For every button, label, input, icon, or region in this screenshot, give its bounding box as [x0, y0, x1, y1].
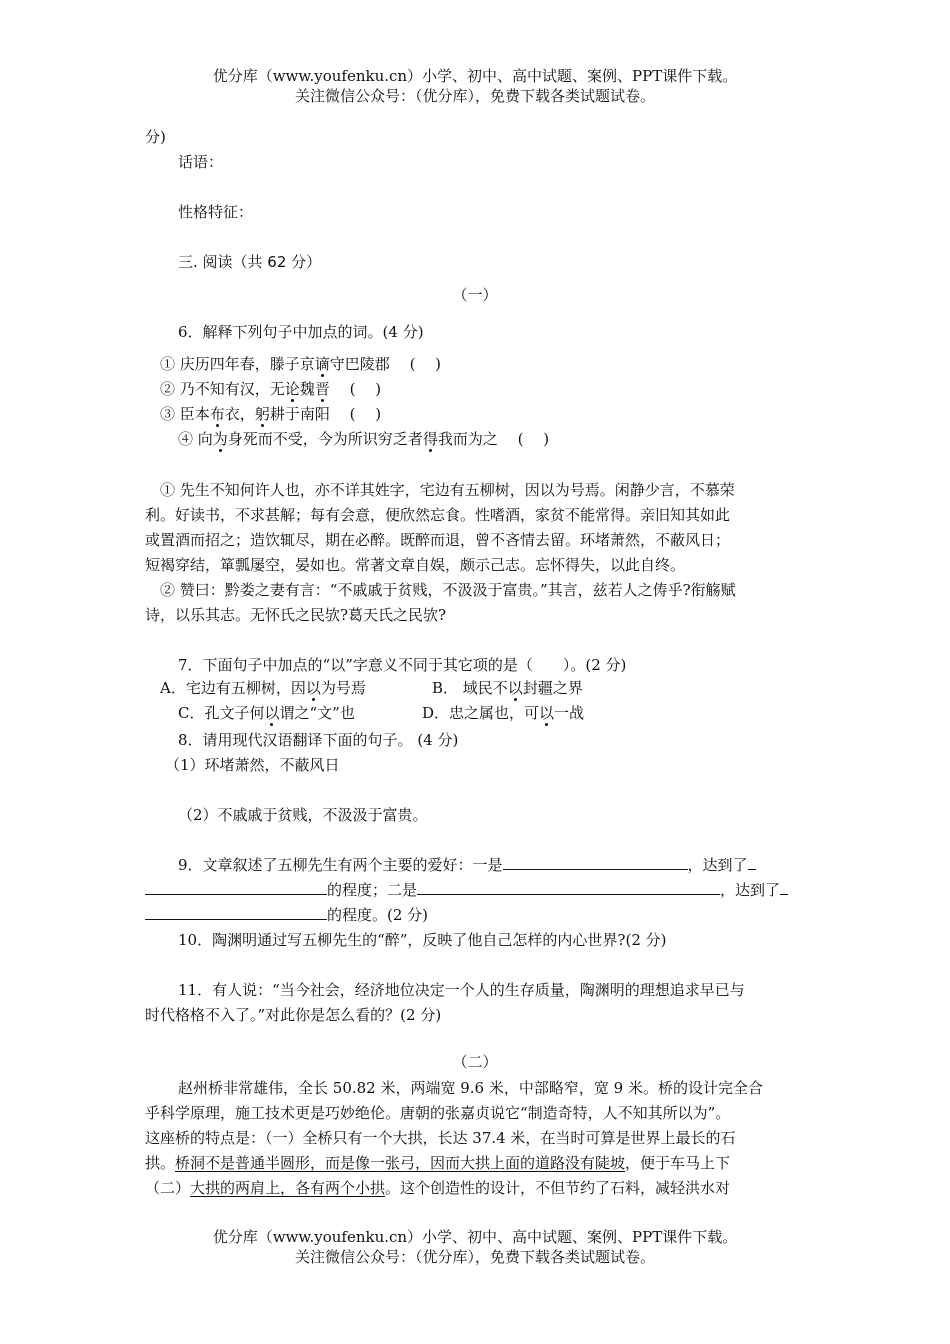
q6-item-2-dotted-1: 论: [284, 380, 300, 398]
part-one-title: （一）: [452, 286, 498, 304]
q6-item-3-post: 于南阳 ( ): [284, 405, 382, 423]
q9-blank-2b[interactable]: [145, 880, 327, 895]
q9-blank-3[interactable]: [417, 880, 720, 895]
q7-stem: 7．下面句子中加点的“以”字意义不同于其它项的是（ ）。(2 分): [178, 656, 627, 674]
q7-b-dotted: 以: [507, 679, 523, 697]
q6-item-4: [178, 429, 549, 449]
q7-c-post: 谓之“文”也: [279, 704, 355, 722]
score-fragment: 分): [145, 128, 166, 146]
q7-a-pre: A．宅边有五柳树，因: [160, 679, 306, 697]
header-line-2: 关注微信公众号：（优分库），免费下载各类试题试卷。: [294, 87, 655, 105]
q9-line-1-text-b: ，达到了: [687, 856, 748, 874]
section-three-title: 三. 阅读（共 62 分）: [178, 253, 322, 271]
q6-item-1-post: 守巴陵郡 ( ): [329, 355, 442, 373]
part2-line-5-underlined: 大拱的两肩上，各有两个小拱: [190, 1179, 386, 1197]
part2-line-3: 这座桥的特点是：（一）全桥只有一个大拱，长达 37.4 米，在当时可算是世界上最长的石: [145, 1129, 736, 1147]
q6-stem: 6．解释下列句子中加点的词。(4 分): [178, 323, 424, 341]
q6-item-4-dotted-1: 为: [212, 430, 228, 448]
q8-sentence-2: （2）不戚戚于贫贱，不汲汲于富贵。: [178, 806, 428, 824]
q6-item-4-dotted-2: 得: [422, 430, 438, 448]
q7-option-c: [178, 703, 355, 723]
part2-line-4: [145, 1153, 730, 1173]
q6-item-3-pre: ③ 臣本: [160, 405, 210, 423]
q8-stem: 8．请用现代汉语翻译下面的句子。 (4 分): [178, 731, 459, 749]
xingge-label: 性格特征：: [178, 203, 254, 221]
passage1-line-2: 利。好读书，不求甚解；每有会意，便欣然忘食。性嗜酒，家贫不能常得。亲旧知其如此: [145, 506, 731, 524]
q7-b-pre: B． 域民不: [432, 679, 508, 697]
passage1-line-5: ② 赞曰：黔娄之妻有言：“不戚戚于贫贱，不汲汲于富贵。”其言，兹若人之俦乎?衔觞赋: [160, 581, 736, 599]
part2-line-4-underlined: 桥洞不是普通半圆形，而是像一张弓，因而大拱上面的道路没有陡坡: [175, 1154, 626, 1172]
q7-b-post: 封疆之界: [522, 679, 583, 697]
q7-option-d: [422, 703, 584, 723]
q6-item-3: [160, 404, 381, 424]
part2-line-4-a: 拱。: [145, 1154, 176, 1172]
footer-line-2: 关注微信公众号：（优分库），免费下载各类试题试卷。: [294, 1248, 655, 1266]
q7-a-post: 为号焉: [320, 679, 366, 697]
part2-line-1: 赵州桥非常雄伟，全长 50.82 米，两端宽 9.6 米，中部略窄，宽 9 米。桥的设计完全合: [178, 1079, 763, 1097]
q9-blank-4a[interactable]: [780, 880, 788, 895]
passage1-line-4: 短褐穿结，箪瓢屡空，晏如也。常著文章自娱，颇示己志。忘怀得失，以此自终。: [145, 556, 686, 574]
q6-item-4-post: 我而为之 ( ): [437, 430, 550, 448]
q6-item-2-post: ( ): [329, 380, 382, 398]
q7-d-dotted: 以: [539, 704, 555, 722]
part2-line-5-a: （二）: [145, 1179, 191, 1197]
q9-line-1: [178, 855, 756, 875]
passage1-line-1: ① 先生不知何许人也，亦不详其姓字，宅边有五柳树，因以为号焉。闲静少言，不慕荣: [160, 481, 735, 499]
q6-item-3-mid: 衣，: [224, 405, 255, 423]
q7-option-b: [432, 678, 583, 698]
passage1-line-3: 或置酒而招之；造饮辄尽，期在必醉。既醉而退，曾不吝情去留。环堵萧然，不蔽风日；: [145, 531, 731, 549]
q9-blank-2a[interactable]: [748, 855, 756, 870]
q7-d-post: 一战: [554, 704, 585, 722]
q6-item-2-pre: ② 乃不知有汉，无: [160, 380, 285, 398]
q10-text: 10．陶渊明通过写五柳先生的“醉”，反映了他自己怎样的内心世界?(2 分): [178, 931, 667, 949]
q9-blank-4b[interactable]: [145, 905, 327, 920]
q11-line-2: 时代格格不入了。”对此你是怎么看的？(2 分): [145, 1006, 442, 1024]
q9-line-3: [145, 905, 428, 925]
q7-a-dotted: 以: [305, 679, 321, 697]
q6-item-4-mid: 身死而不受，今为所识穷乏者: [227, 430, 423, 448]
q9-line-3-text-a: 的程度。(2 分): [327, 906, 429, 924]
q7-option-a: [160, 678, 366, 698]
q9-blank-1[interactable]: [503, 855, 688, 870]
part2-line-5: [145, 1178, 730, 1198]
q6-item-2-dotted-2: 晋: [314, 380, 330, 398]
q8-sentence-1: （1）环堵萧然，不蔽风日: [165, 756, 340, 774]
q7-c-pre: C．孔文子何: [178, 704, 265, 722]
q6-item-1-dotted: 谪: [314, 355, 330, 373]
huayu-label: 话语：: [178, 153, 224, 171]
part-two-title: （二）: [452, 1053, 498, 1071]
passage1-line-6: 诗，以乐其志。无怀氏之民欤?葛天氏之民欤?: [145, 606, 447, 624]
q7-c-dotted: 以: [264, 704, 280, 722]
header-line-1: 优分库（www.youfenku.cn）小学、初中、高中试题、案例、PPT课件下载。: [212, 67, 738, 85]
footer-line-1: 优分库（www.youfenku.cn）小学、初中、高中试题、案例、PPT课件下载。: [212, 1228, 738, 1246]
q9-line-2: [145, 880, 788, 900]
part2-line-5-b: 。这个创造性的设计，不但节约了石料，减轻洪水对: [385, 1179, 731, 1197]
q6-item-3-dotted-2: 躬: [254, 405, 270, 423]
q9-line-2-text-b: ，达到了: [720, 881, 781, 899]
q6-item-3-dotted-1: 布: [209, 405, 225, 423]
q9-line-2-text-a: 的程度；二是: [327, 881, 418, 899]
q6-item-1-pre: ① 庆历四年春，滕子京: [160, 355, 315, 373]
part2-line-4-b: ，便于车马上下: [625, 1154, 731, 1172]
q6-item-1: [160, 354, 441, 374]
q6-item-4-pre: ④ 向: [178, 430, 213, 448]
q11-line-1: 11．有人说：“当今社会，经济地位决定一个人的生存质量，陶渊明的理想追求早已与: [178, 981, 745, 999]
q6-item-2-mid: 魏: [299, 380, 315, 398]
q6-item-2: [160, 379, 381, 399]
part2-line-2: 乎科学原理，施工技术更是巧妙绝伦。唐朝的张嘉贞说它“制造奇特，人不知其所以为”。: [145, 1104, 731, 1122]
q6-item-3-c: 耕: [269, 405, 285, 423]
q7-d-pre: D．忠之属也，可: [422, 704, 540, 722]
q9-line-1-text-a: 9．文章叙述了五柳先生有两个主要的爱好：一是: [178, 856, 503, 874]
